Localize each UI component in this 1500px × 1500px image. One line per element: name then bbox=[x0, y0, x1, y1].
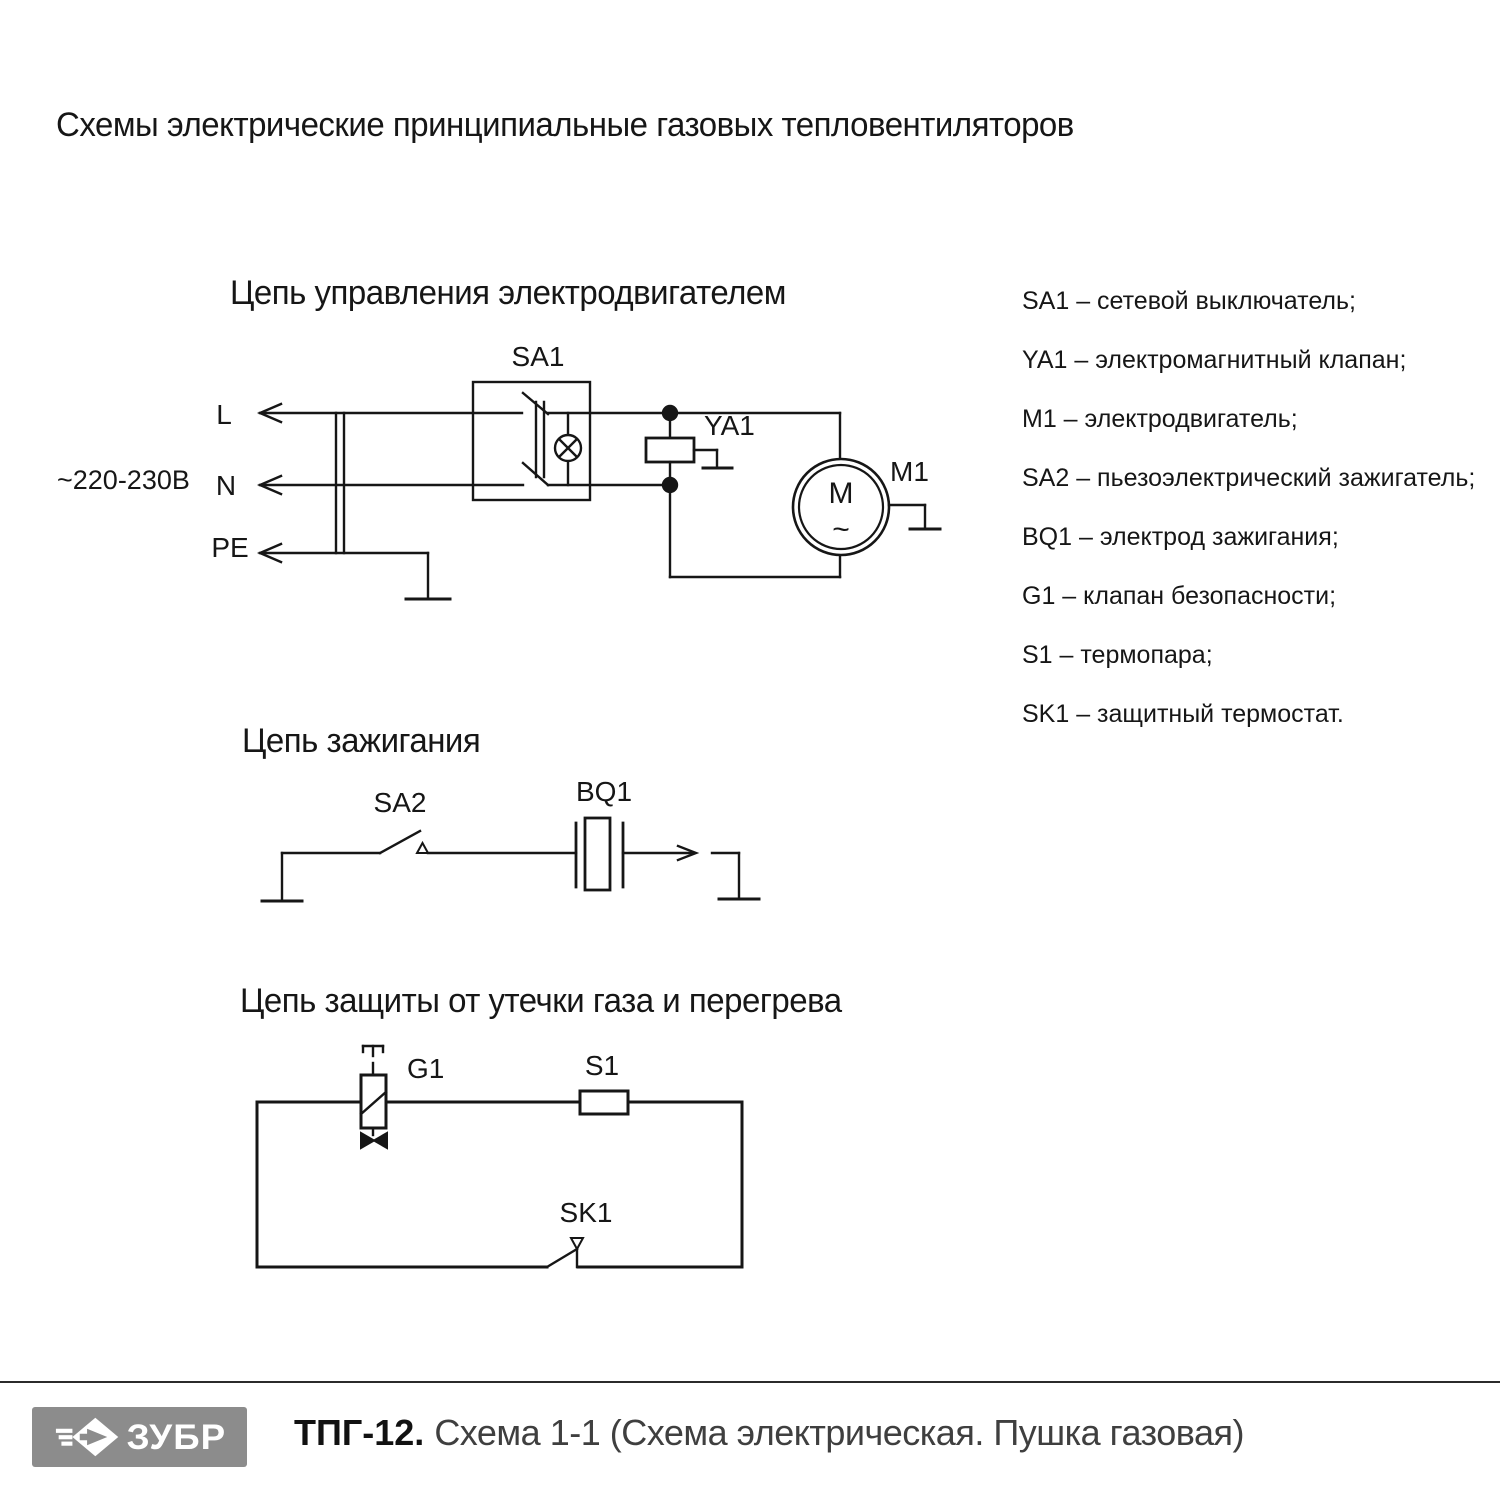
spark-arrow-icon bbox=[623, 846, 696, 860]
circuit3-title: Цепь защиты от утечки газа и перегрева bbox=[240, 982, 842, 1020]
zubr-logo-text: ЗУБР bbox=[126, 1417, 227, 1457]
sa1-label: SA1 bbox=[511, 341, 565, 372]
g1-valve-bowtie bbox=[361, 1128, 387, 1148]
ya1-label: YA1 bbox=[704, 410, 755, 441]
ya1-ground-icon bbox=[694, 450, 732, 468]
legend-item-m1: M1 – электродвигатель; bbox=[1022, 405, 1298, 433]
legend-item-ya1: YA1 – электромагнитный клапан; bbox=[1022, 346, 1407, 374]
footer-divider bbox=[0, 1381, 1500, 1383]
footer-caption bbox=[294, 1412, 1244, 1454]
line-pe-label: PE bbox=[211, 532, 249, 563]
legend-item-s1: S1 – термопара; bbox=[1022, 641, 1213, 669]
legend-item-sa2: SA2 – пьезоэлектрический зажигатель; bbox=[1022, 464, 1476, 492]
motor-control-circuit bbox=[57, 341, 940, 599]
g1-thermo-head bbox=[363, 1046, 383, 1075]
sk1-label: SK1 bbox=[559, 1197, 613, 1228]
sa2-label: SA2 bbox=[373, 787, 427, 818]
legend-item-sk1: SK1 – защитный термостат. bbox=[1022, 700, 1344, 728]
legend-item-sa1: SA1 – сетевой выключатель; bbox=[1022, 287, 1356, 315]
model-number: ТПГ-12. bbox=[294, 1412, 425, 1453]
bq1-label: BQ1 bbox=[575, 776, 633, 807]
zubr-logo bbox=[32, 1407, 247, 1467]
s1-label: S1 bbox=[584, 1050, 620, 1081]
line-l-label: L bbox=[216, 399, 232, 430]
sa2-switch bbox=[380, 831, 428, 853]
motor-letter-label: M bbox=[828, 477, 854, 510]
page-title: Схемы электрические принципиальные газовых тепловентиляторов bbox=[56, 106, 1074, 144]
ignition-circuit bbox=[262, 776, 759, 901]
right-ground-icon bbox=[712, 853, 759, 899]
g1-valve-symbol bbox=[361, 1075, 386, 1128]
circuit1-title: Цепь управления электродвигателем bbox=[230, 274, 786, 312]
mains-wires bbox=[260, 404, 523, 562]
legend-item-bq1: BQ1 – электрод зажигания; bbox=[1022, 523, 1339, 551]
left-ground-icon bbox=[262, 853, 302, 901]
m1-ground-icon bbox=[889, 505, 940, 529]
indicator-lamp-icon bbox=[555, 413, 581, 485]
mains-cable-lines bbox=[336, 413, 344, 553]
motor-ac-symbol: ~ bbox=[832, 513, 850, 546]
legend-item-g1: G1 – клапан безопасности; bbox=[1022, 582, 1337, 610]
pe-ground-icon bbox=[406, 553, 450, 599]
sa1-switch-contacts bbox=[523, 393, 548, 485]
sa2-contact-triangle bbox=[417, 843, 428, 853]
supply-voltage-label: ~220-230В bbox=[57, 465, 190, 495]
bq1-electrode-symbol bbox=[576, 818, 623, 890]
g1-label: G1 bbox=[407, 1053, 445, 1084]
scheme-caption: Схема 1-1 (Схема электрическая. Пушка газовая) bbox=[434, 1412, 1244, 1453]
line-n-label: N bbox=[215, 470, 237, 501]
ya1-coil bbox=[646, 413, 694, 485]
s1-thermocouple-box bbox=[580, 1091, 628, 1114]
zubr-bison-icon bbox=[55, 1415, 121, 1459]
m1-label: M1 bbox=[890, 456, 929, 487]
protection-circuit bbox=[257, 1046, 742, 1267]
circuit2-title: Цепь зажигания bbox=[242, 722, 481, 760]
circuit-loop-wires bbox=[257, 1102, 742, 1267]
sk1-thermostat-contact bbox=[547, 1238, 583, 1267]
